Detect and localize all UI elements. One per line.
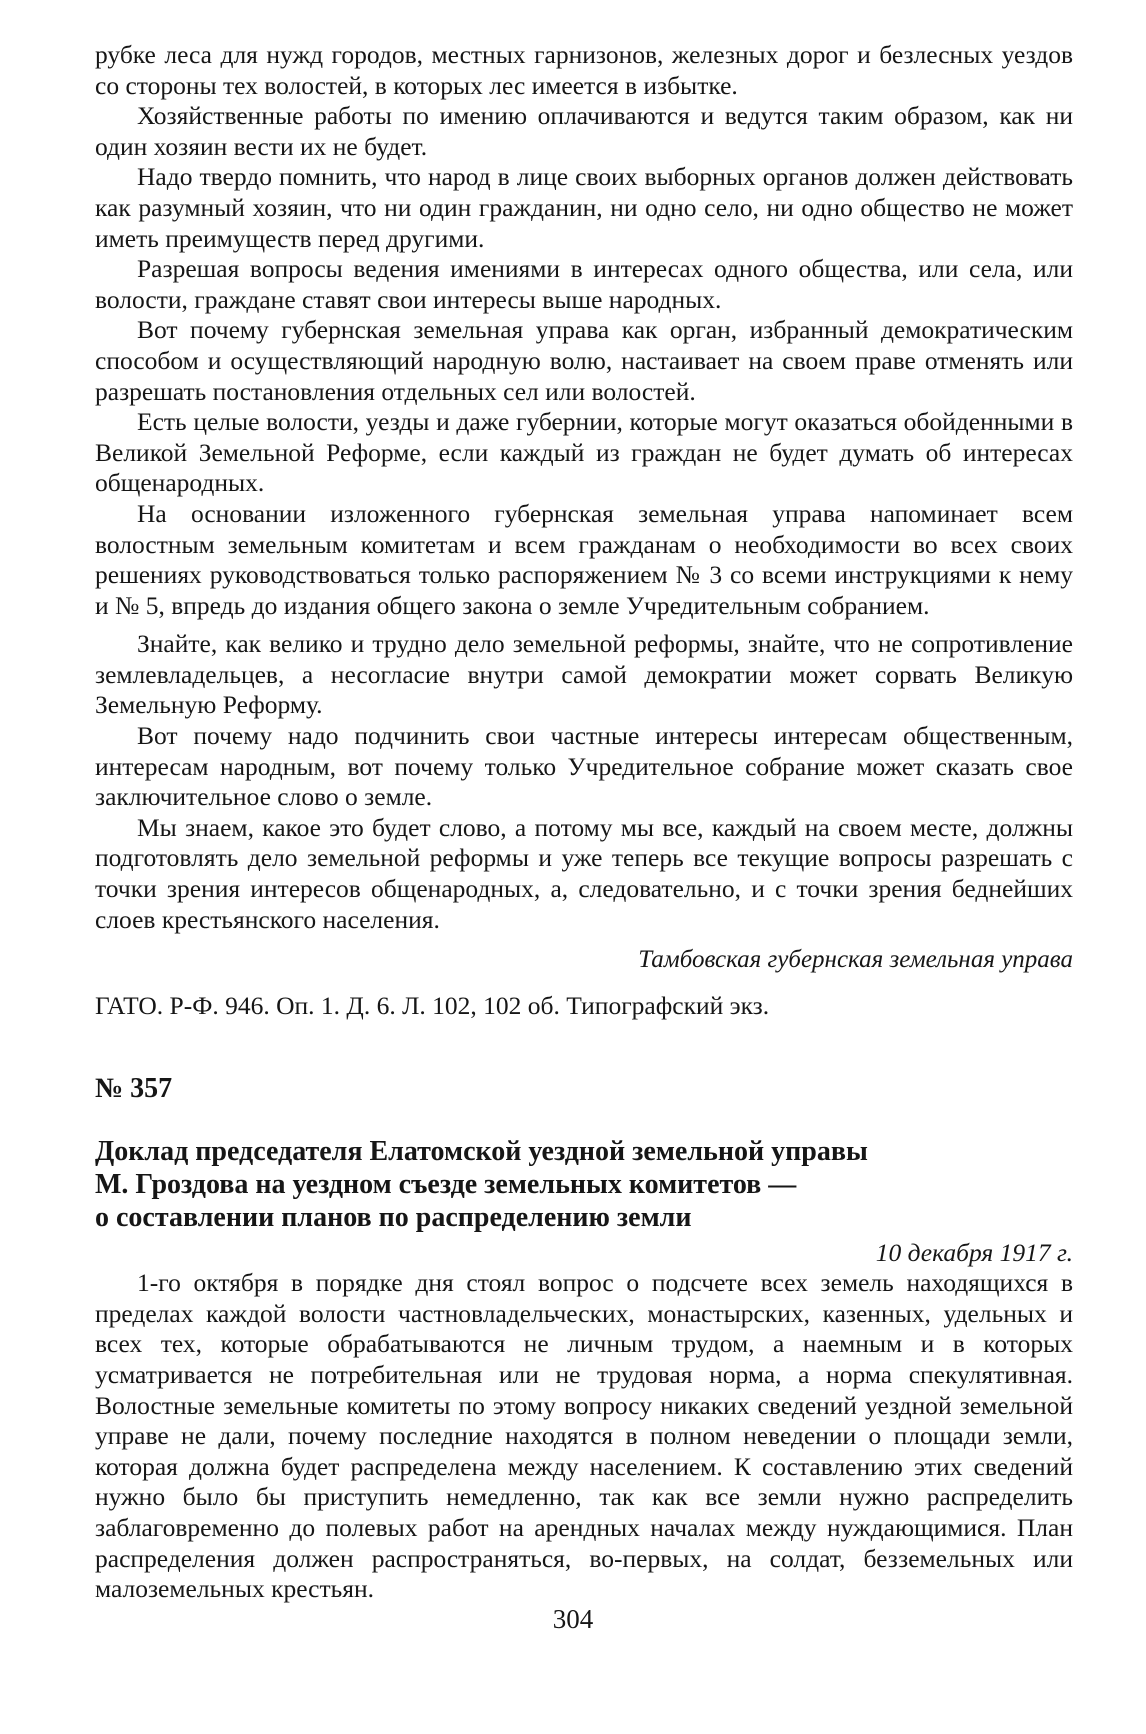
paragraph: Вот почему губернская земельная управа как орган, избранный демократическим способом и осуществляющий народную волю, настаивает на своем праве отменять или разрешать постановления отдельных сел или волостей. [95, 315, 1073, 406]
archive-reference: ГАТО. Р-Ф. 946. Оп. 1. Д. 6. Л. 102, 102 об. Типографский экз. [95, 991, 770, 1021]
document-page [95, 40, 1073, 1605]
paragraph: Надо твердо помнить, что народ в лице своих выборных органов должен действовать как разумный хозяин, что ни один гражданин, ни одно село, ни одно общество не может иметь преимуществ перед другими. [95, 162, 1073, 253]
document-body-paragraph: 1-го октября в порядке дня стоял вопрос о подсчете всех земель находящихся в пределах каждой волости частновладельческих, монастырских, казенных, удельных и всех тех, которые обрабатываются не личным трудом, а наемным и в которых усматривается не потребительная или не трудовая норма, а норма спекулятивная. Волостные земельные комитеты по этому вопросу никаких сведений уездной земельной управе не дали, почему последние находятся в полном неведении о площади земли, которая должна будет распределена между населением. К составлению этих сведений нужно было бы приступить немедленно, так как все земли нужно распределить заблаговременно до полевых работ на арендных началах между нуждающимися. План распределения должен распространяться, во-первых, на солдат, безземельных или малоземельных крестьян. [95, 1268, 1073, 1604]
signature: Тамбовская губернская земельная управа [638, 946, 1073, 974]
paragraph: Знайте, как велико и трудно дело земельной реформы, знайте, что не сопротивление землевладельцев, а несогласие внутри самой демократии может сорвать Великую Земельную Реформу. [95, 629, 1073, 720]
paragraph: На основании изложенного губернская земельная управа напоминает всем волостным земельным комитетам и всем гражданам о необходимости во всех своих решениях руководствоваться только распоряжением № 3 со всеми инструкциями к нему и № 5, впредь до издания общего закона о земле Учредительным собранием. [95, 498, 1073, 620]
document-number: № 357 [95, 1073, 173, 1105]
document-date: 10 декабря 1917 г. [875, 1238, 1073, 1268]
paragraph: Хозяйственные работы по имению оплачиваются и ведутся таким образом, как ни один хозяин вести их не будет. [95, 101, 1073, 161]
document-title-line: М. Гроздова на уездном съезде земельных комитетов — [95, 1169, 797, 1201]
document-title [95, 1135, 1073, 1234]
document-title-line: о составлении планов по распределению земли [95, 1202, 692, 1234]
paragraph: Вот почему надо подчинить свои частные интересы интересам общественным, интересам народным, вот почему только Учредительное собрание может сказать свое заключительное слово о земле. [95, 721, 1073, 812]
document-title-line: Доклад председателя Елатомской уездной земельной управы [95, 1136, 868, 1168]
paragraph-continued: рубке леса для нужд городов, местных гарнизонов, железных дорог и безлесных уездов со стороны тех волостей, в которых лес имеется в избытке. [95, 40, 1073, 100]
page-number: 304 [552, 1604, 594, 1634]
paragraph: Разрешая вопросы ведения имениями в интересах одного общества, или села, или волости, граждане ставят свои интересы выше народных. [95, 254, 1073, 314]
paragraph: Мы знаем, какое это будет слово, а потому мы все, каждый на своем месте, должны подготовлять дело земельной реформы и уже теперь все текущие вопросы разрешать с точки зрения интересов общенародных, а, следовательно, и с точки зрения беднейших слоев крестьянского населения. [95, 812, 1073, 934]
paragraph: Есть целые волости, уезды и даже губернии, которые могут оказаться обойденными в Великой Земельной Реформе, если каждый из граждан не будет думать об интересах общенародных. [95, 407, 1073, 498]
